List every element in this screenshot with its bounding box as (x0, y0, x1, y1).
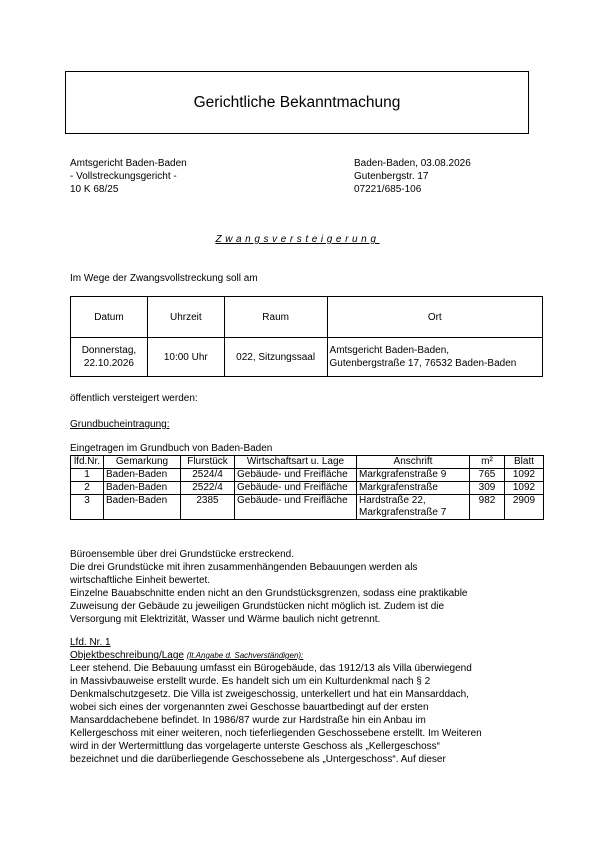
header-lfd-nr: lfd.Nr. (71, 456, 104, 469)
table-row (71, 495, 544, 520)
grundbuch-label: Grundbucheintragung: (70, 419, 170, 430)
grundbuch-intro: Eingetragen im Grundbuch von Baden-Baden (70, 443, 273, 454)
cell-flurstueck: 2522/4 (181, 482, 235, 495)
paragraph-line: Versorgung mit Elektrizität, Wasser und Wärme baulich nicht getrennt. (70, 614, 381, 625)
cell-gemarkung: Baden-Baden (104, 482, 181, 495)
objekt-line: bezeichnet und die darüberliegende Geschossebene als „Untergeschoss“. Auf dieser (70, 754, 446, 765)
cell-wirtschaftsart: Gebäude- und Freifläche (235, 495, 357, 520)
table-header-row (71, 297, 543, 338)
paragraph-line: Einzelne Bauabschnitte enden nicht an den Grundstücksgrenzen, sodass eine praktikable (70, 588, 468, 599)
cell-anschrift: Markgrafenstraße 9 (357, 469, 470, 482)
appointment-table (70, 296, 543, 377)
title-box (65, 71, 529, 134)
cell-flurstueck: 2524/4 (181, 469, 235, 482)
cell-qm: 982 (470, 495, 505, 520)
ort-line-1: Amtsgericht Baden-Baden, (329, 345, 450, 356)
case-number: 10 K 68/25 (70, 184, 119, 195)
ort-line-2: Gutenbergstraße 17, 76532 Baden-Baden (329, 358, 517, 369)
table-row (71, 469, 544, 482)
cell-lfd-nr: 3 (71, 495, 104, 520)
objekt-line: Leer stehend. Die Bebauung umfasst ein Bürogebäude, das 1912/13 als Villa überwiegend (70, 663, 472, 674)
auction-heading: Zwangsversteigerung (215, 234, 380, 245)
objekt-line: in Massivbauweise erstellt wurde. Es handelt sich um ein Kulturdenkmal nach § 2 (70, 676, 431, 687)
court-department: - Vollstreckungsgericht - (70, 171, 177, 182)
cell-lfd-nr: 2 (71, 482, 104, 495)
cell-anschrift: Markgrafenstraße (357, 482, 470, 495)
cell-blatt: 2909 (505, 495, 544, 520)
objekt-line: wird in der Wertermittlung das vorgelagerte unterste Geschoss als „Kellergeschoss“ (70, 741, 440, 752)
court-name: Amtsgericht Baden-Baden (70, 158, 187, 169)
cell-blatt: 1092 (505, 469, 544, 482)
objekt-label-line (70, 649, 303, 662)
header-flurstueck: Flurstück (181, 456, 235, 469)
cell-anschrift: Hardstraße 22, Markgrafenstraße 7 (357, 495, 470, 520)
datum-line-2: 22.10.2026 (83, 358, 134, 369)
objekt-line: Kellergeschoss mit einer weiteren, noch tieferliegenden Geschossebene erstellt. Im Weiteren (70, 728, 482, 739)
cell-blatt: 1092 (505, 482, 544, 495)
cell-gemarkung: Baden-Baden (104, 495, 181, 520)
datum-line-1: Donnerstag, (81, 345, 137, 356)
street: Gutenbergstr. 17 (354, 171, 429, 182)
court-address-right (354, 157, 471, 196)
objekt-line: Denkmalschutzgesetz. Die Villa ist zweigeschossig, unterkellert und hat ein Mansarddach, (70, 689, 469, 700)
paragraph-line: Zuweisung der Gebäude zu jeweiligen Grundstücken nicht möglich ist. Zudem ist die (70, 601, 445, 612)
cell-wirtschaftsart: Gebäude- und Freifläche (235, 482, 357, 495)
objekt-description (70, 662, 550, 766)
objekt-note: (lt.Angabe d. Sachverständigen): (186, 651, 304, 660)
description-paragraph (70, 548, 550, 626)
phone: 07221/685-106 (354, 184, 422, 195)
table-row (71, 482, 544, 495)
grundbuch-table (70, 455, 544, 520)
cell-flurstueck: 2385 (181, 495, 235, 520)
table-row (71, 338, 543, 377)
auction-statement: öffentlich versteigert werden: (70, 393, 198, 404)
cell-qm: 765 (470, 469, 505, 482)
cell-gemarkung: Baden-Baden (104, 469, 181, 482)
header-ort: Ort (327, 297, 542, 338)
paragraph-line: wirtschaftliche Einheit bewertet. (70, 575, 211, 586)
lfd-nr-heading: Lfd. Nr. 1 (70, 637, 111, 648)
objekt-label: Objektbeschreibung/Lage (70, 650, 184, 661)
cell-ort (327, 338, 542, 377)
header-anschrift: Anschrift (357, 456, 470, 469)
header-wirtschaftsart: Wirtschaftsart u. Lage (235, 456, 357, 469)
header-gemarkung: Gemarkung (104, 456, 181, 469)
cell-uhrzeit: 10:00 Uhr (147, 338, 224, 377)
cell-lfd-nr: 1 (71, 469, 104, 482)
header-uhrzeit: Uhrzeit (147, 297, 224, 338)
table-header-row (71, 456, 544, 469)
objekt-line: wobei sich eines der vorgenannten zwei Geschosse bauartbedingt auf der ersten (70, 702, 429, 713)
court-address-left (70, 157, 187, 196)
cell-datum (71, 338, 148, 377)
page-title: Gerichtliche Bekanntmachung (193, 93, 401, 111)
paragraph-line: Die drei Grundstücke mit ihren zusammenhängenden Bebauungen werden als (70, 562, 418, 573)
place-date: Baden-Baden, 03.08.2026 (354, 158, 471, 169)
intro-text: Im Wege der Zwangsvollstreckung soll am (70, 273, 258, 284)
paragraph-line: Büroensemble über drei Grundstücke erstreckend. (70, 549, 295, 560)
cell-raum: 022, Sitzungssaal (224, 338, 327, 377)
objekt-line: Mansarddachebene befindet. In 1986/87 wurde zur Hardstraße hin ein Anbau im (70, 715, 426, 726)
header-datum: Datum (71, 297, 148, 338)
header-qm: m² (470, 456, 505, 469)
cell-qm: 309 (470, 482, 505, 495)
cell-wirtschaftsart: Gebäude- und Freifläche (235, 469, 357, 482)
header-blatt: Blatt (505, 456, 544, 469)
header-raum: Raum (224, 297, 327, 338)
